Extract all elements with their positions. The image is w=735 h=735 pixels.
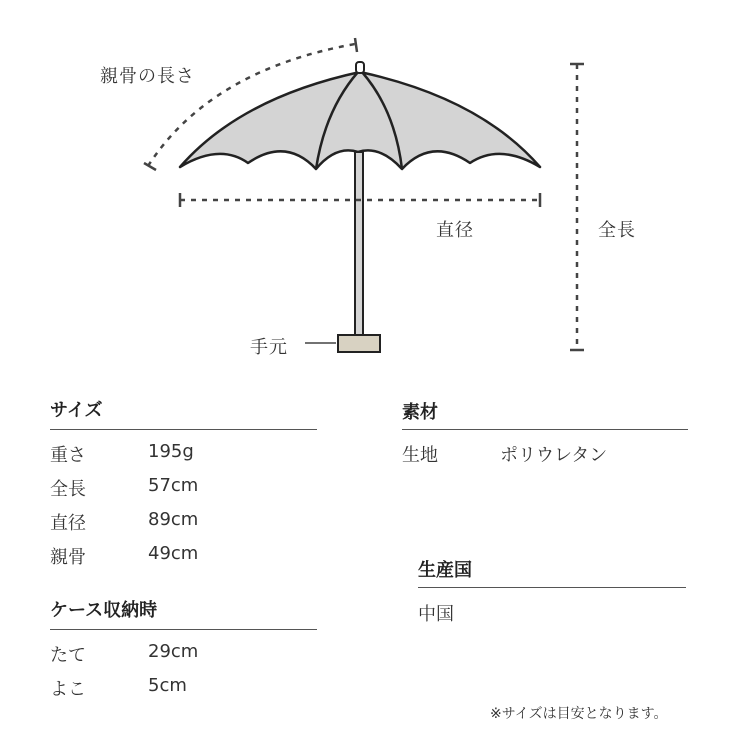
case-section-title: ケース収納時 <box>50 600 158 621</box>
origin-section-divider <box>418 587 686 588</box>
size-section-title: サイズ <box>50 400 103 421</box>
rib-length-end-tick <box>355 38 357 52</box>
origin-section-title: 生産国 <box>418 560 472 581</box>
material-section-title: 素材 <box>402 402 438 423</box>
spec-value: 57cm <box>148 475 199 496</box>
umbrella-handle <box>338 335 380 352</box>
spec-label: たて <box>50 645 86 666</box>
handle-label: 手元 <box>250 337 288 358</box>
spec-label: よこ <box>50 679 86 700</box>
total-length-label: 全長 <box>598 220 636 241</box>
spec-label: 親骨 <box>50 547 86 568</box>
spec-value: 29cm <box>148 641 199 662</box>
spec-label: 重さ <box>50 445 86 466</box>
spec-value: 49cm <box>148 543 199 564</box>
spec-value: ポリウレタン <box>500 445 608 466</box>
rib-length-label: 親骨の長さ <box>100 66 195 87</box>
umbrella-tip <box>356 62 364 73</box>
spec-label: 全長 <box>50 479 86 500</box>
spec-value: 89cm <box>148 509 199 530</box>
spec-label: 直径 <box>50 513 86 534</box>
spec-value: 5cm <box>148 675 187 696</box>
spec-value: 195g <box>148 441 194 462</box>
origin-value: 中国 <box>418 604 454 625</box>
spec-label: 生地 <box>402 445 438 466</box>
material-section-divider <box>402 429 688 430</box>
size-section-divider <box>50 429 317 430</box>
case-section-divider <box>50 629 317 630</box>
diameter-label: 直径 <box>436 220 474 241</box>
umbrella-shaft <box>355 152 363 336</box>
size-disclaimer-note: ※サイズは目安となります。 <box>490 706 668 722</box>
